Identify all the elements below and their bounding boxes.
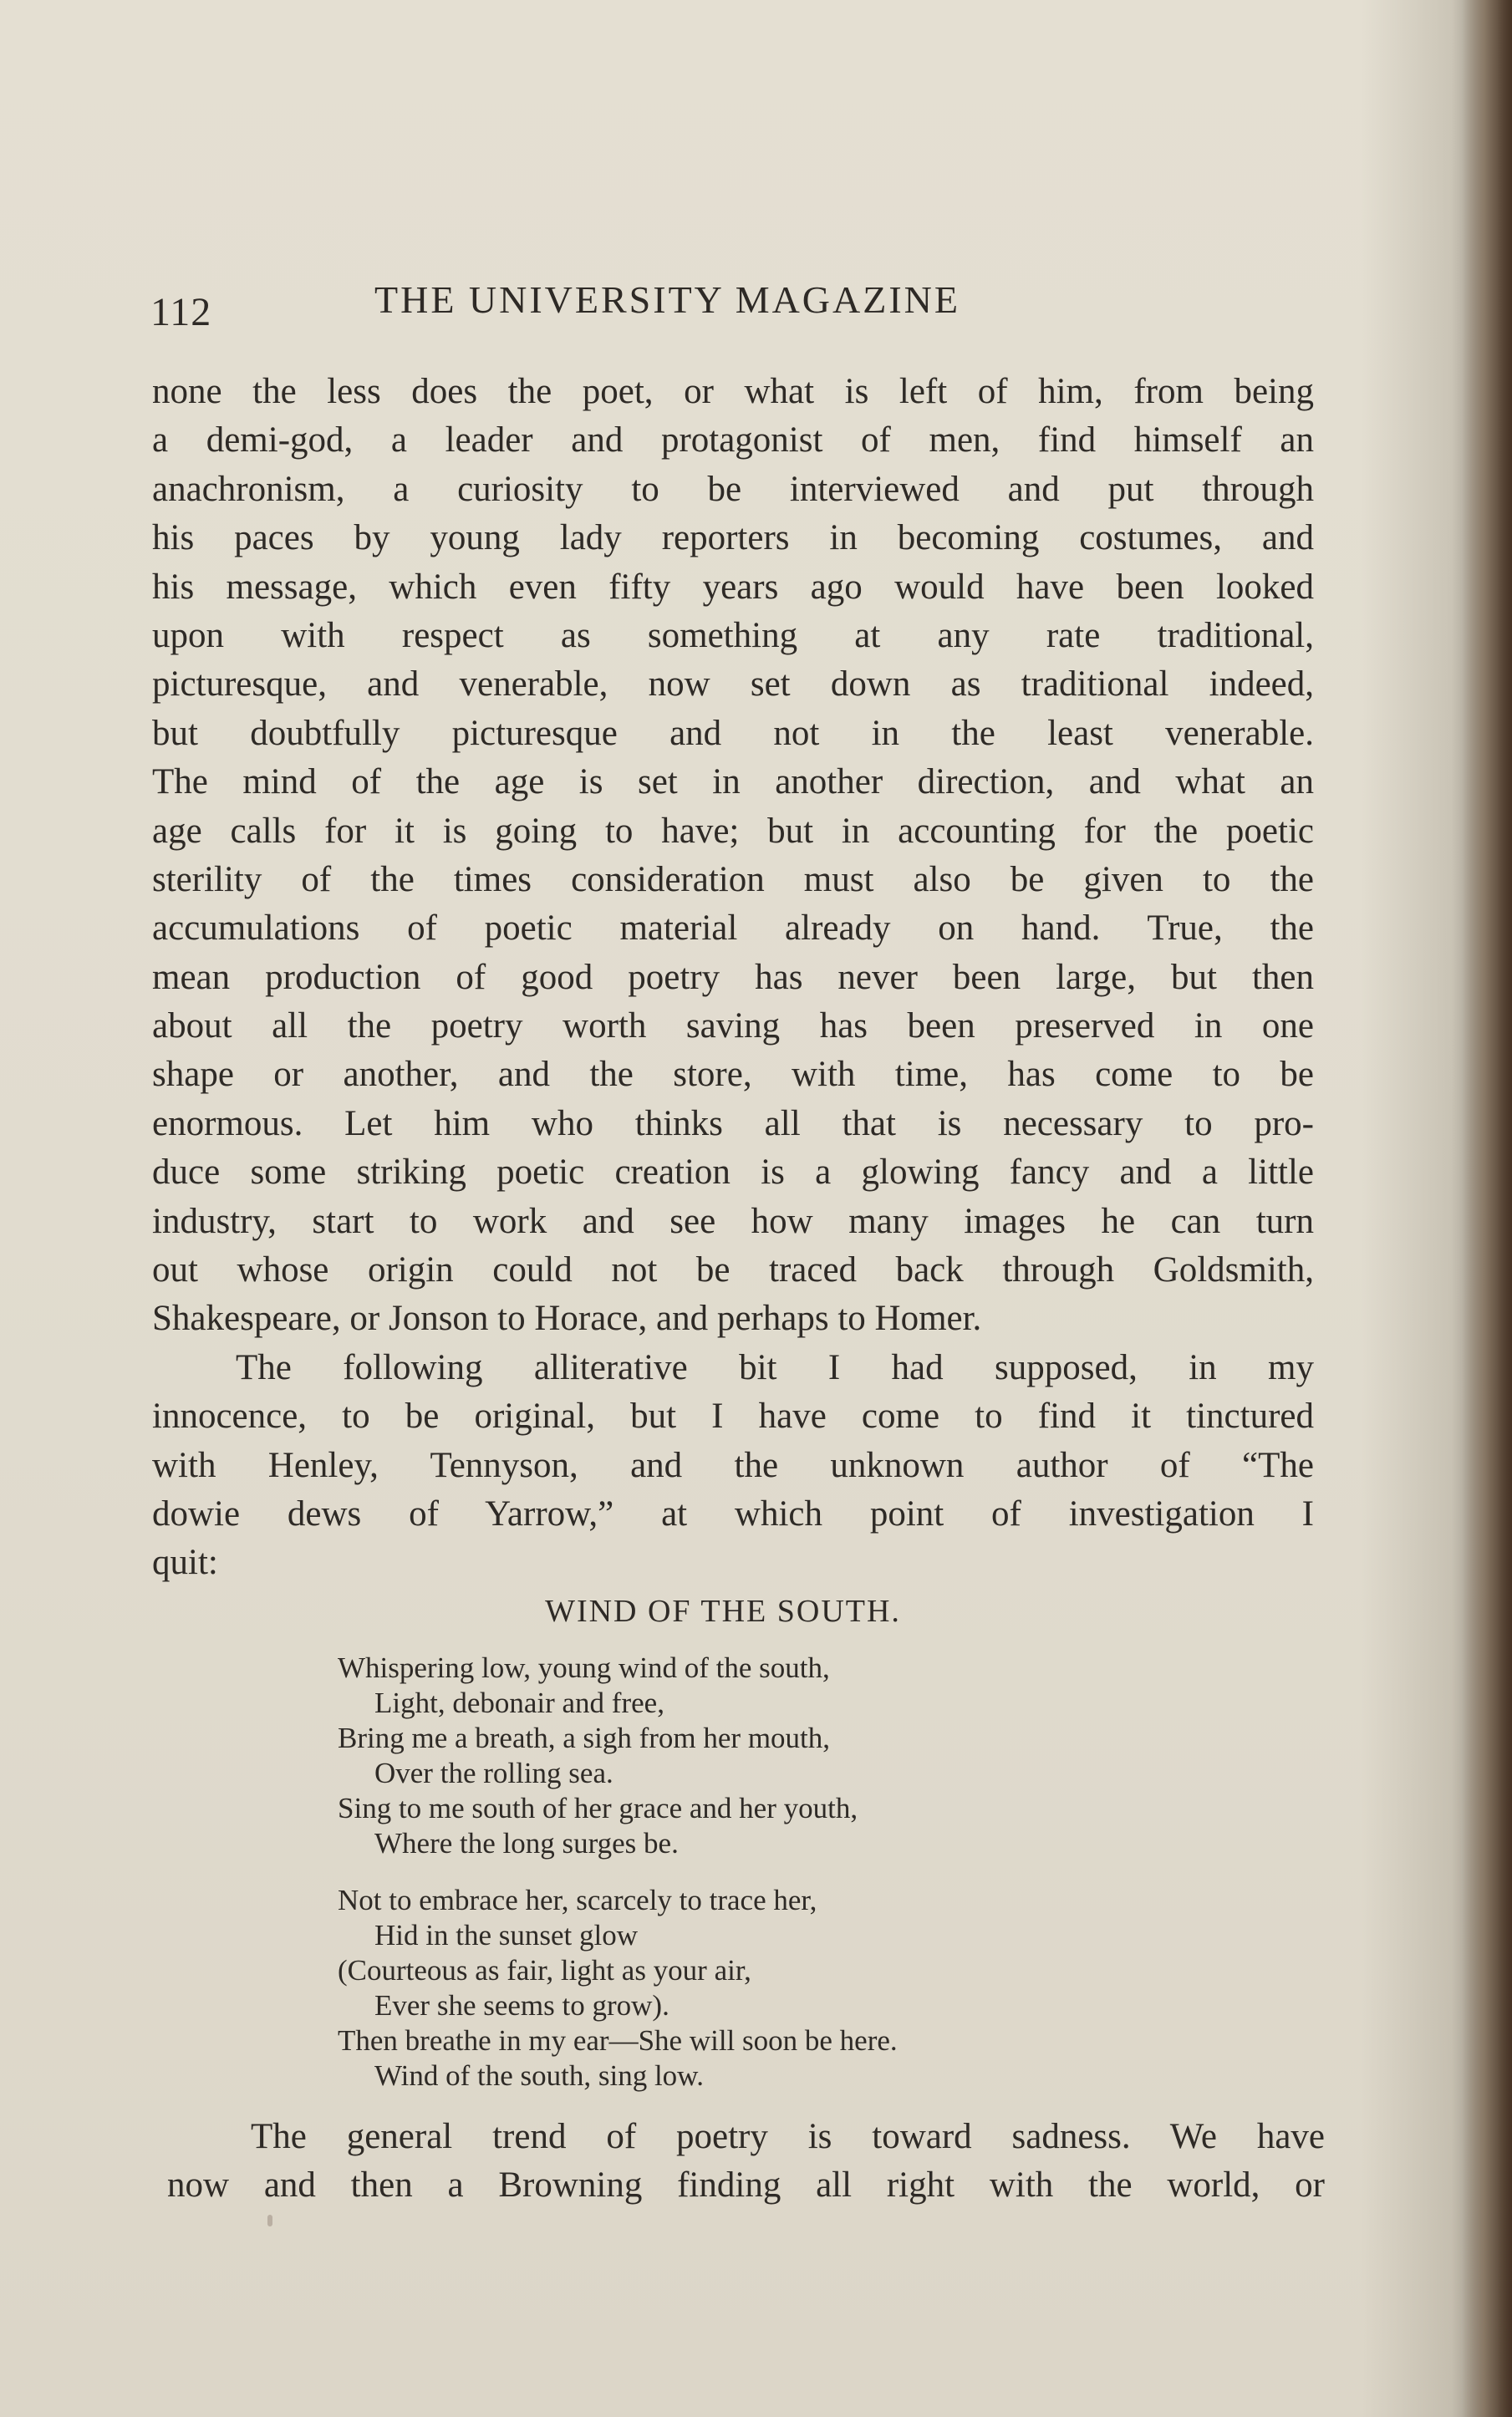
body-line: industry, start to work and see how many images he can turn <box>152 1201 1314 1241</box>
running-title: THE UNIVERSITY MAGAZINE <box>374 278 960 321</box>
body-paragraphs <box>152 368 1314 1588</box>
body-line: sterility of the times consideration must also be given to the <box>152 859 1314 899</box>
body-line: The mind of the age is set in another direction, and what an <box>152 762 1314 802</box>
poem-verse: Light, debonair and free, <box>374 1687 664 1719</box>
body-line: out whose origin could not be traced back through Goldsmith, <box>152 1250 1314 1290</box>
closing-paragraph <box>167 2113 1325 2211</box>
body-line: age calls for it is going to have; but in accounting for the poetic <box>152 811 1314 851</box>
poem-verse: Then breathe in my ear—She will soon be here. <box>338 2024 898 2057</box>
page-number: 112 <box>150 290 212 334</box>
body-line: picturesque, and venerable, now set down as traditional indeed, <box>152 664 1314 705</box>
body-line: duce some striking poetic creation is a glowing fancy and a little <box>152 1153 1314 1193</box>
poem <box>338 1651 1173 2115</box>
body-line: but doubtfully picturesque and not in the least venerable. <box>152 713 1314 753</box>
body-line: none the less does the poet, or what is left of him, from being <box>152 372 1314 411</box>
poem-verse: Over the rolling sea. <box>374 1757 613 1789</box>
page-gutter-shadow <box>1462 0 1512 2417</box>
poem-verse: Not to embrace her, scarcely to trace her, <box>338 1884 817 1916</box>
poem-verse: Ever she seems to grow). <box>374 1989 669 2022</box>
body-line: dowie dews of Yarrow,” at which point of investigation I <box>152 1493 1314 1534</box>
body-line: about all the poetry worth saving has been preserved in one <box>152 1006 1314 1046</box>
poem-verse: Where the long surges be. <box>374 1827 679 1860</box>
body-line: shape or another, and the store, with time, has come to be <box>152 1055 1314 1095</box>
poem-stanza <box>338 1651 1173 1861</box>
body-line: quit: <box>152 1543 218 1583</box>
body-line: enormous. Let him who thinks all that is necessary to pro- <box>152 1103 1314 1143</box>
poem-verse: Wind of the south, sing low. <box>374 2059 704 2092</box>
body-line: his message, which even fifty years ago would have been looked <box>152 567 1314 607</box>
ink-smudge <box>267 2215 272 2226</box>
body-line: with Henley, Tennyson, and the unknown author of “The <box>152 1445 1314 1485</box>
poem-verse: (Courteous as fair, light as your air, <box>338 1954 751 1987</box>
body-line: now and then a Browning finding all right with the world, or <box>167 2165 1325 2206</box>
poem-verse: Whispering low, young wind of the south, <box>338 1651 830 1684</box>
body-line: anachronism, a curiosity to be interviewed and put through <box>152 469 1314 509</box>
poem-verse: Sing to me south of her grace and her youth, <box>338 1792 858 1824</box>
poem-verse: Bring me a breath, a sigh from her mouth, <box>338 1722 831 1754</box>
poem-title: WIND OF THE SOUTH. <box>545 1594 901 1629</box>
body-line: The following alliterative bit I had supposed, in my <box>236 1347 1314 1387</box>
body-line: upon with respect as something at any rate traditional, <box>152 615 1314 655</box>
body-line: his paces by young lady reporters in becoming costumes, and <box>152 518 1314 558</box>
body-line: innocence, to be original, but I have come to find it tinctured <box>152 1397 1314 1437</box>
body-line: Shakespeare, or Jonson to Horace, and perhaps to Homer. <box>152 1299 982 1339</box>
body-line: mean production of good poetry has never been large, but then <box>152 957 1314 997</box>
poem-stanza <box>338 1883 1173 2094</box>
running-header <box>150 269 1321 336</box>
body-line: a demi-god, a leader and protagonist of men, find himself an <box>152 420 1314 461</box>
body-line: accumulations of poetic material already on hand. True, the <box>152 908 1314 949</box>
poem-verse: Hid in the sunset glow <box>374 1919 638 1951</box>
body-line: The general trend of poetry is toward sadness. We have <box>251 2117 1325 2156</box>
